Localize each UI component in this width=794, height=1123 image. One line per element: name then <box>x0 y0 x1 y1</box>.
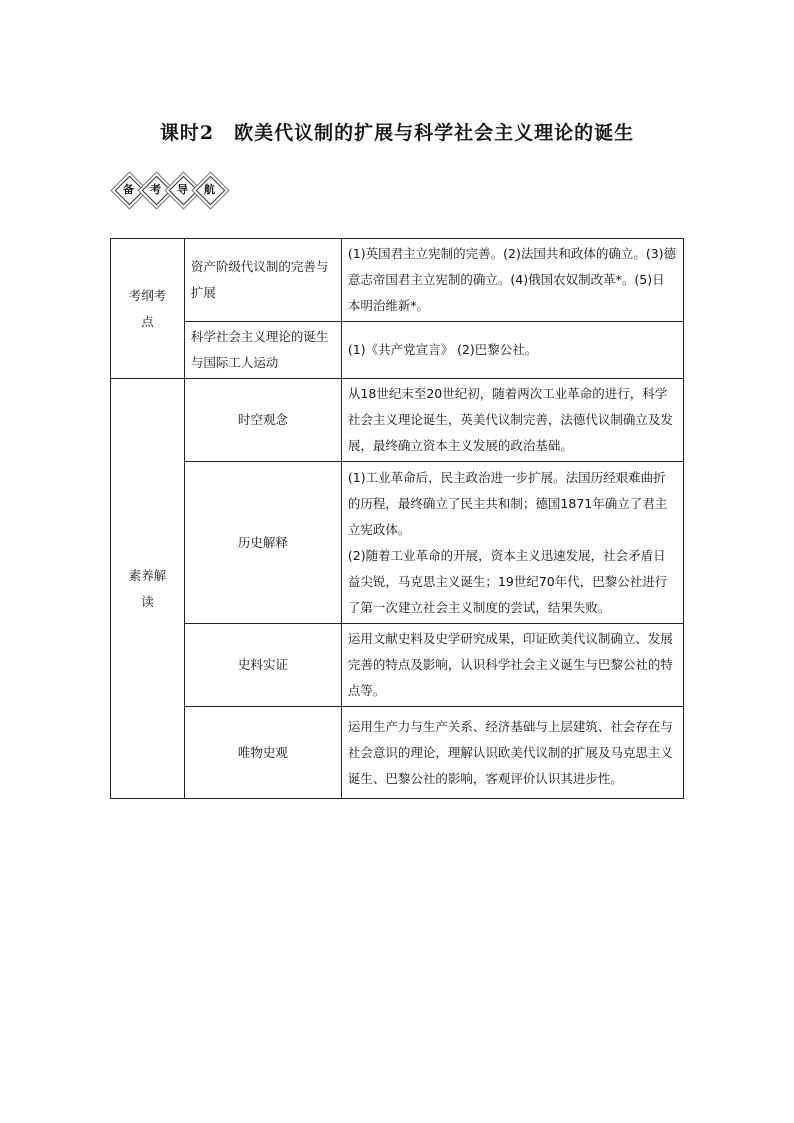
badge-char: 导 <box>177 183 188 196</box>
badge-diamond-1 <box>115 176 142 203</box>
content-cell: (1)《共产党宣言》 (2)巴黎公社。 <box>341 322 683 379</box>
content-cell: 运用文献史料及史学研究成果，印证欧美代议制确立、发展完善的特点及影响，认识科学社会主义诞生与巴黎公社的特点等。 <box>341 624 683 707</box>
content-cell: 从18世纪末至20世纪初，随着两次工业革命的进行，科学社会主义理论诞生，英美代议制完善，法德代议制确立及发展，最终确立资本主义发展的政治基础。 <box>341 379 683 462</box>
table-row <box>111 379 684 462</box>
topic-cell: 时空观念 <box>184 379 341 462</box>
table-row <box>111 239 684 322</box>
topic-cell: 科学社会主义理论的诞生与国际工人运动 <box>184 322 341 379</box>
table-row <box>111 624 684 707</box>
topic-cell: 史料实证 <box>184 624 341 707</box>
page-title: 课时2 欧美代议制的扩展与科学社会主义理论的诞生 <box>159 122 635 144</box>
section-badge <box>115 176 223 204</box>
badge-diamond-2 <box>142 176 169 203</box>
content-cell: (1)英国君主立宪制的完善。(2)法国共和政体的确立。(3)德意志帝国君主立宪制的确立。(4)俄国农奴制改革*。(5)日本明治维新*。 <box>341 239 683 322</box>
table-row <box>111 322 684 379</box>
badge-diamond-3 <box>169 176 196 203</box>
content-cell: 运用生产力与生产关系、经济基础与上层建筑、社会存在与社会意识的理论，理解认识欧美代议制的扩展及马克思主义诞生、巴黎公社的影响，客观评价认识其进步性。 <box>341 707 683 799</box>
category-literacy <box>111 379 185 799</box>
table-row <box>111 462 684 624</box>
guide-table <box>110 238 684 799</box>
topic-cell: 资产阶级代议制的完善与扩展 <box>184 239 341 322</box>
badge-char: 考 <box>150 183 161 196</box>
category-label: 考纲考点 <box>128 287 167 329</box>
topic-cell: 唯物史观 <box>184 707 341 799</box>
content-cell <box>341 462 683 624</box>
badge-char: 备 <box>123 183 134 196</box>
content-paragraph: (1)工业革命后，民主政治进一步扩展。法国历经艰难曲折的历程，最终确立了民主共和制；德国1871年确立了君主立宪政体。 <box>347 469 668 537</box>
badge-diamond-4 <box>196 176 223 203</box>
category-exam-points <box>111 239 185 379</box>
content-paragraph: (2)随着工业革命的开展，资本主义迅速发展，社会矛盾日益尖锐，马克思主义诞生；19世纪70年代，巴黎公社进行了第一次建立社会主义制度的尝试，结果失败。 <box>347 547 668 615</box>
topic-cell: 历史解释 <box>184 462 341 624</box>
category-label: 素养解读 <box>128 567 167 609</box>
badge-char: 航 <box>204 183 215 196</box>
table-row <box>111 707 684 799</box>
